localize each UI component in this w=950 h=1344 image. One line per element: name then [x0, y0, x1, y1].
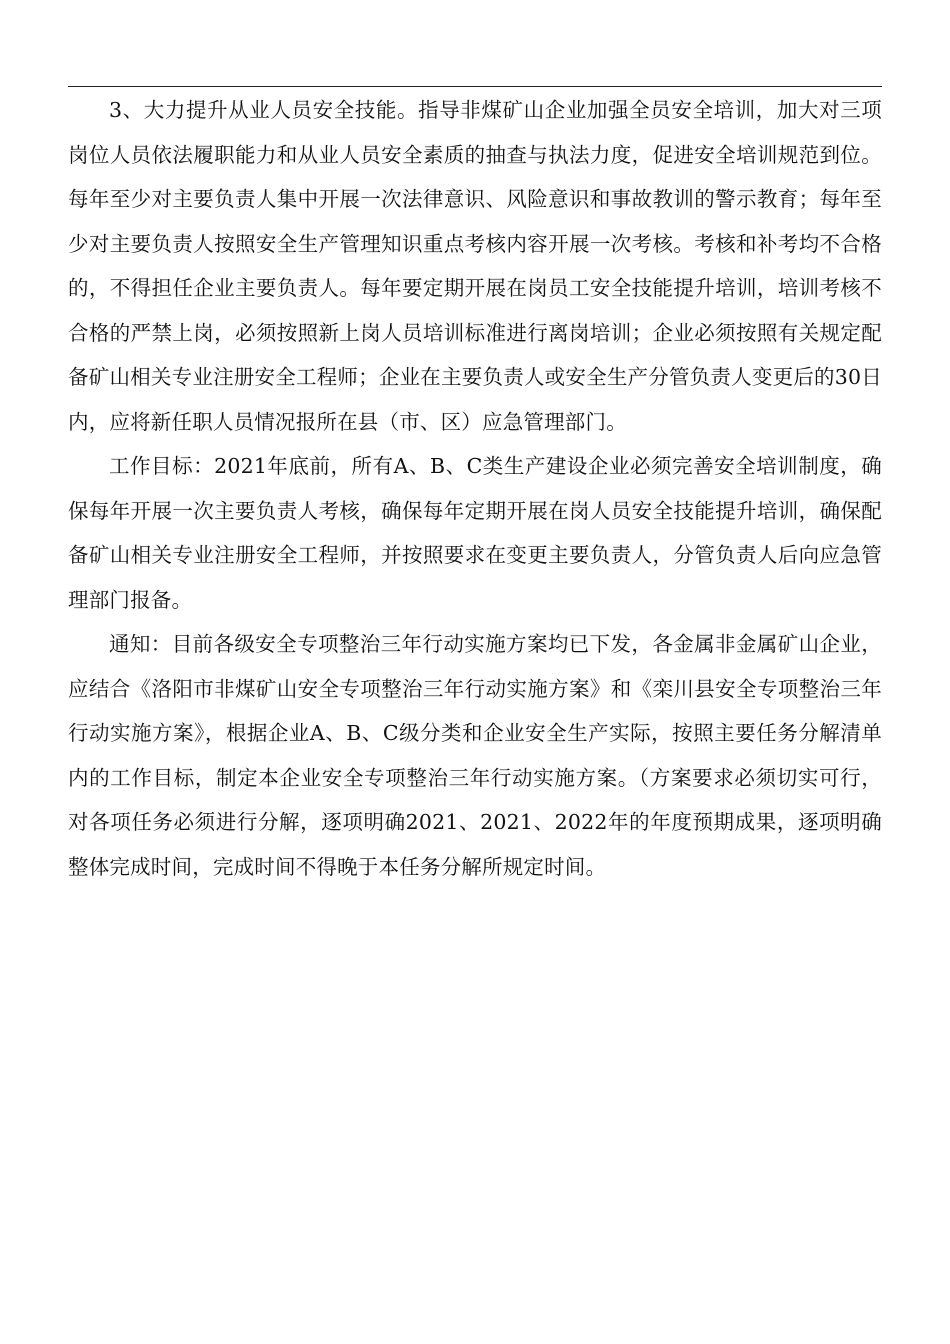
paragraph-safety-skills: 3、大力提升从业人员安全技能。指导非煤矿山企业加强全员安全培训，加大对三项岗位人员依法履职能力和从业人员安全素质的抽查与执法力度，促进安全培训规范到位。每年至少对主要负责人集中开展一次法律意识、风险意识和事故教训的警示教育；每年至少对主要负责人按照安全生产管理知识重点考核内容开展一次考核。考核和补考均不合格的，不得担任企业主要负责人。每年要定期开展在岗员工安全技能提升培训，培训考核不合格的严禁上岗，必须按照新上岗人员培训标准进行离岗培训；企业必须按照有关规定配备矿山相关专业注册安全工程师；企业在主要负责人或安全生产分管负责人变更后的30日内，应将新任职人员情况报所在县（市、区）应急管理部门。 — [68, 98, 882, 434]
document-body — [68, 88, 882, 889]
header-rule — [68, 86, 882, 87]
paragraph-notice: 通知：目前各级安全专项整治三年行动实施方案均已下发，各金属非金属矿山企业，应结合《洛阳市非煤矿山安全专项整治三年行动实施方案》和《栾川县安全专项整治三年行动实施方案》，根据企业A、B、C级分类和企业安全生产实际，按照主要任务分解清单内的工作目标，制定本企业安全专项整治三年行动实施方案。（方案要求必须切实可行，对各项任务必须进行分解，逐项明确2021、2021、2022年的年度预期成果，逐项明确整体完成时间，完成时间不得晚于本任务分解所规定时间。 — [68, 632, 882, 879]
paragraph-work-target: 工作目标：2021年底前，所有A、B、C类生产建设企业必须完善安全培训制度，确保每年开展一次主要负责人考核，确保每年定期开展在岗人员安全技能提升培训，确保配备矿山相关专业注册安全工程师，并按照要求在变更主要负责人，分管负责人后向应急管理部门报备。 — [68, 454, 882, 612]
